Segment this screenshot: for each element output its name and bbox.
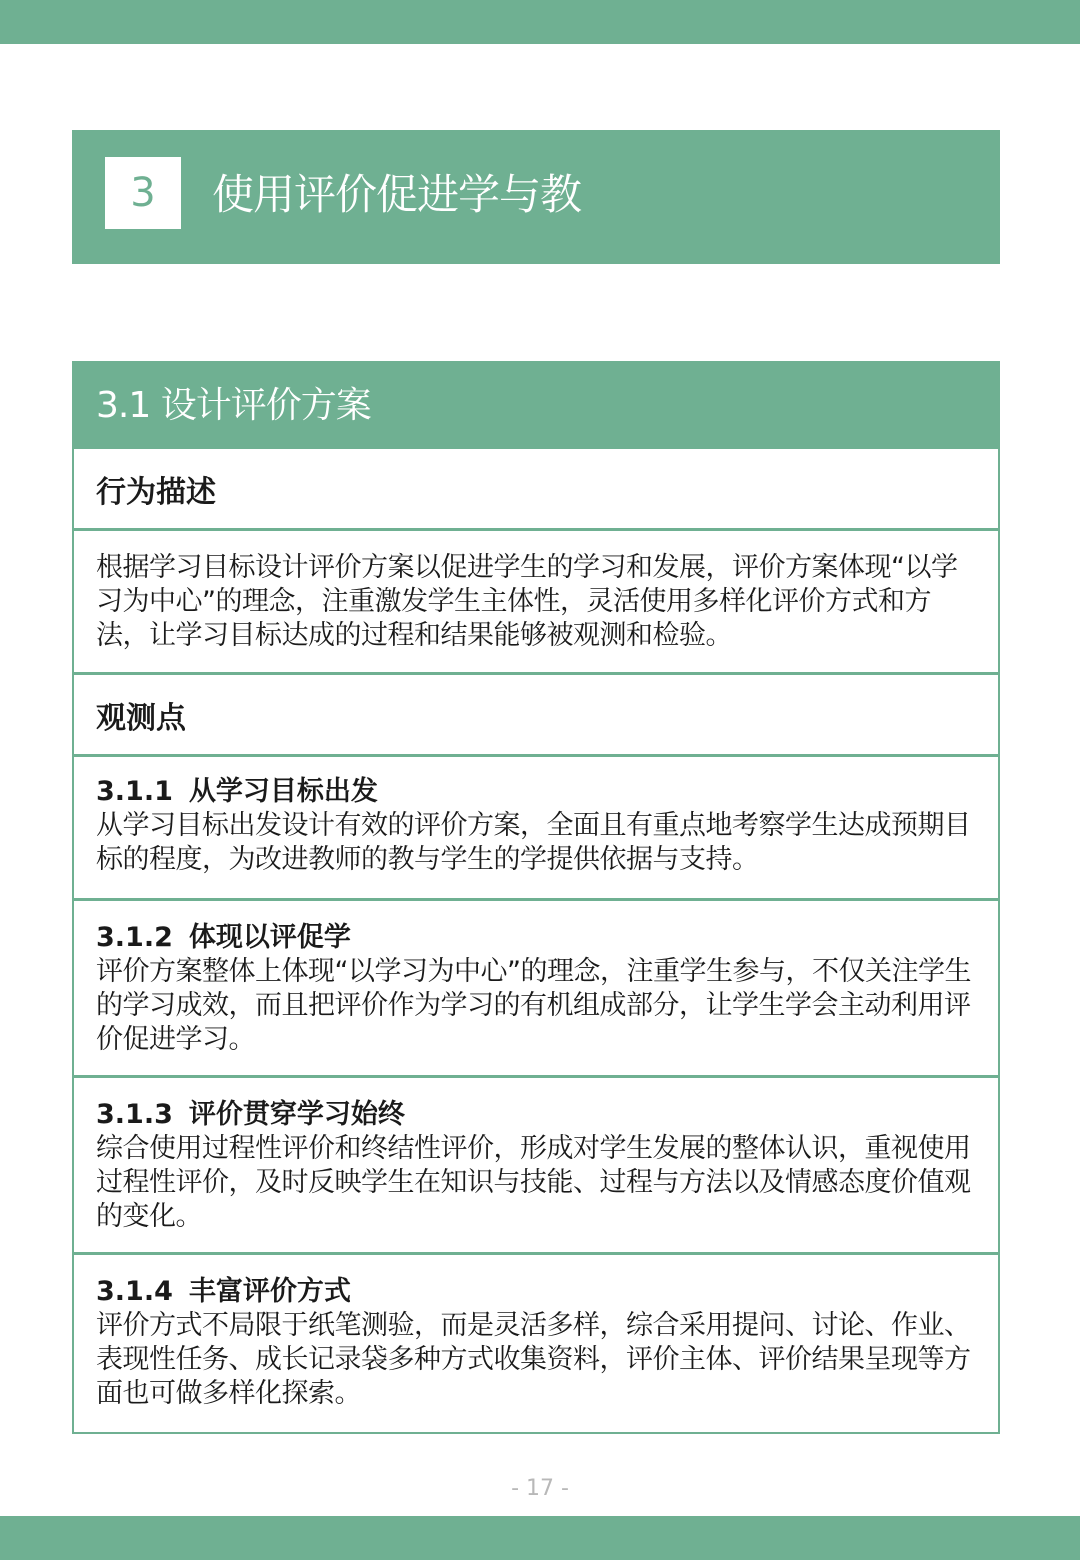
observation-item-text: 评价方案整体上体现“以学习为中心”的理念，注重学生参与，不仅关注学生的学习成效，而且把评价作为学习的有机组成部分，让学生学会主动利用评价促进学习。 bbox=[96, 956, 971, 1055]
observation-item-text: 评价方式不局限于纸笔测验，而是灵活多样，综合采用提问、讨论、作业、表现性任务、成长记录袋多种方式收集资料，评价主体、评价结果呈现等方面也可做多样化探索。 bbox=[96, 1310, 971, 1409]
observation-heading-row bbox=[74, 675, 998, 757]
observation-item-text: 综合使用过程性评价和终结性评价，形成对学生发展的整体认识，重视使用过程性评价，及时反映学生在知识与技能、过程与方法以及情感态度价值观的变化。 bbox=[96, 1133, 971, 1232]
observation-item-number: 3.1.2 bbox=[96, 922, 173, 953]
observation-item bbox=[74, 901, 998, 1078]
bottom-color-band bbox=[0, 1516, 1080, 1560]
observation-item-number: 3.1.1 bbox=[96, 776, 173, 807]
observation-item-title bbox=[96, 1275, 976, 1309]
chapter-number: 3 bbox=[105, 157, 181, 229]
observation-item-heading: 评价贯穿学习始终 bbox=[188, 1099, 405, 1130]
observation-item-heading: 体现以评促学 bbox=[188, 922, 351, 953]
observation-item bbox=[74, 757, 998, 901]
chapter-title: 使用评价促进学与教 bbox=[212, 170, 582, 219]
top-color-band bbox=[0, 0, 1080, 44]
observation-heading: 观测点 bbox=[96, 700, 186, 736]
observation-item-title bbox=[96, 921, 976, 955]
observation-item bbox=[74, 1078, 998, 1255]
behavior-description-row bbox=[74, 531, 998, 675]
observation-item-heading: 丰富评价方式 bbox=[188, 1276, 351, 1307]
observation-item-number: 3.1.3 bbox=[96, 1099, 173, 1130]
observation-item-title bbox=[96, 1098, 976, 1132]
observation-item bbox=[74, 1255, 998, 1432]
observation-item-heading: 从学习目标出发 bbox=[188, 776, 378, 807]
behavior-heading-row bbox=[74, 449, 998, 531]
observation-item-title bbox=[96, 775, 976, 809]
observation-item-text: 从学习目标出发设计有效的评价方案，全面且有重点地考察学生达成预期目标的程度，为改进教师的教与学生的学提供依据与支持。 bbox=[96, 810, 971, 875]
section-card bbox=[72, 361, 1000, 1434]
page-number: - 17 - bbox=[511, 1476, 569, 1501]
section-title: 3.1 设计评价方案 bbox=[74, 361, 998, 449]
behavior-heading: 行为描述 bbox=[96, 474, 216, 510]
observation-item-number: 3.1.4 bbox=[96, 1276, 173, 1307]
chapter-banner bbox=[72, 130, 1000, 264]
behavior-description: 根据学习目标设计评价方案以促进学生的学习和发展，评价方案体现“以学习为中心”的理念，注重激发学生主体性，灵活使用多样化评价方式和方法，让学习目标达成的过程和结果能够被观测和检验。 bbox=[96, 552, 958, 651]
